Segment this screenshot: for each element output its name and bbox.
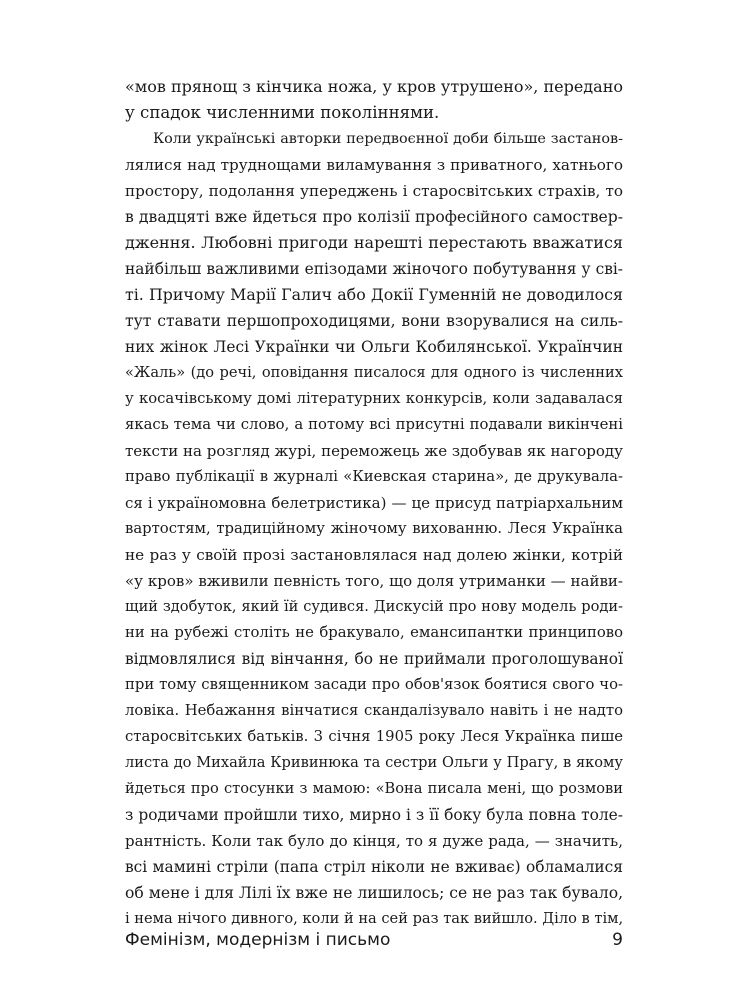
- text-line: і нема нічого дивного, коли й на сей раз так вийшло. Діло в тім,: [125, 910, 624, 927]
- text-line: лялися над труднощами виламування з приватного, хатнього: [125, 156, 623, 174]
- page-number: 9: [612, 930, 623, 950]
- text-line: право публікації в журналі «Киевская старина», де друкувала-: [125, 468, 623, 485]
- body-text: [125, 74, 623, 932]
- page-footer: [125, 926, 623, 956]
- text-line: не раз у своїй прозі застановлялася над долею жінки, котрій: [125, 546, 623, 564]
- text-line: Коли українські авторки передвоєнної доби більше застанов-: [153, 131, 623, 147]
- text-line: всі мамині стріли (папа стріл ніколи не вживає) обламалися: [125, 858, 623, 876]
- text-line: найбільш важливими епізодами жіночого побутування у сві-: [125, 260, 623, 278]
- text-line: рантність. Коли так було до кінця, то я дуже рада, — значить,: [125, 832, 623, 850]
- text-line: щий здобуток, який їй судився. Дискусій про нову модель роди-: [125, 598, 623, 615]
- text-line: при тому священником засади про обов'язок боятися свого чо-: [125, 676, 623, 693]
- text-line: відмовлялися від вінчання, бо не приймали проголошуваної: [125, 650, 623, 668]
- text-line: ловіка. Небажання вінчатися скандалізувало навіть і не надто: [125, 702, 623, 719]
- text-line: якась тема чи слово, а потому всі присутні подавали викінчені: [125, 416, 623, 433]
- text-line: простору, подолання упереджень і старосвітських страхів, то: [125, 182, 623, 200]
- text-line: об мене і для Лілі їх вже не лишилось; се не раз так бувало,: [125, 884, 624, 902]
- text-line: ни на рубежі століть не бракувало, емансипантки принципово: [125, 624, 623, 641]
- text-line: «у кров» вживили певність того, що доля утриманки — найви-: [125, 572, 623, 590]
- text-line: у спадок численними поколіннями.: [125, 103, 440, 122]
- text-line: них жінок Лесі Українки чи Ольги Кобилянської. Українчин: [125, 338, 623, 356]
- running-head: Фемінізм, модернізм і письмо: [125, 930, 391, 950]
- text-line: «Жаль» (до речі, оповідання писалося для одного із численних: [125, 364, 623, 381]
- text-line: йдеться про стосунки з мамою: «Вона писала мені, що розмови: [125, 780, 623, 797]
- text-line: в двадцяті вже йдеться про колізії професійного самоствер-: [125, 208, 623, 226]
- paragraph-main: [125, 126, 623, 932]
- text-line: старосвітських батьків. 3 січня 1905 року Леся Українка пише: [125, 728, 623, 745]
- text-line: листа до Михайла Кривинюка та сестри Ольги у Прагу, в якому: [125, 754, 623, 771]
- text-line: ті. Причому Марії Галич або Докії Гуменній не доводилося: [125, 285, 623, 304]
- text-line: дження. Любовні пригоди нарешті перестають вважатися: [125, 233, 623, 252]
- text-line: ся і україномовна белетристика) — це присуд патріархальним: [125, 494, 623, 512]
- text-line: вартостям, традиційному жіночому вихованню. Леся Українка: [125, 520, 623, 537]
- text-line: тексти на розгляд журі, переможець же здобував як нагороду: [125, 442, 623, 460]
- text-line: тут ставати першопроходицями, вони взорувалися на силь-: [125, 312, 623, 330]
- text-line: «мов прянощ з кінчика ножа, у кров утрушено», передано: [125, 77, 623, 96]
- text-line: у косачівському домі літературних конкурсів, коли задавалася: [125, 390, 623, 407]
- paragraph-continued: [125, 74, 623, 126]
- text-line: з родичами пройшли тихо, мирно і з її боку була повна толе-: [125, 806, 623, 824]
